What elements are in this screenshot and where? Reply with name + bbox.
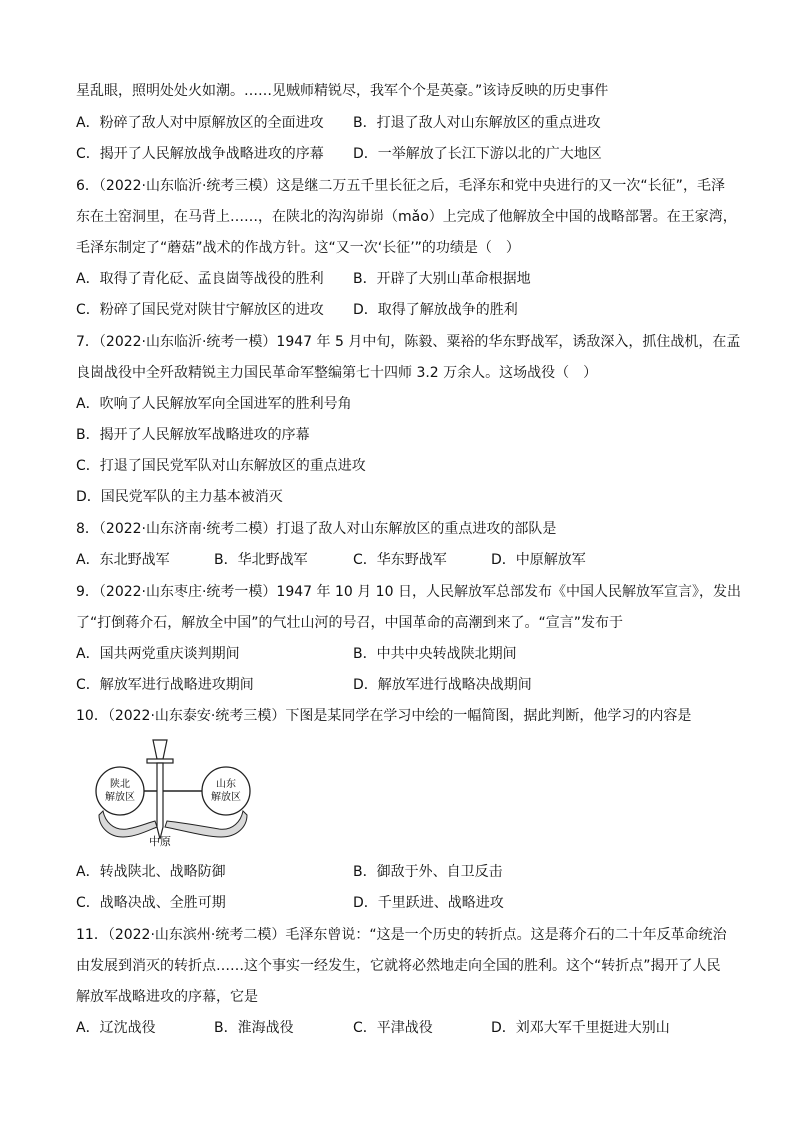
q8-option-d[interactable]: D．中原解放军 [491, 552, 586, 568]
q9-stem-line2: 了“打倒蒋介石，解放全中国”的气壮山河的号召，中国革命的高潮到来了。“宣言”发布于 [76, 615, 624, 631]
bottom-label: 中原 [149, 835, 171, 847]
q6-option-a[interactable]: A．取得了青化砭、孟良崮等战役的胜利 [76, 271, 324, 287]
q7-option-c[interactable]: C．打退了国民党军队对山东解放区的重点进攻 [76, 458, 366, 474]
q7-stem-line1: 7．（2022·山东临沂·统考一模）1947 年 5 月中旬，陈毅、粟裕的华东野战军，诱敌深入，抓住战机，在孟 [76, 334, 741, 350]
q6-stem-line3: 毛泽东制定了“蘑菇”战术的作战方针。这“又一次‘长征’”的功绩是（ ） [76, 240, 520, 256]
q10-option-d[interactable]: D．千里跃进、战略进攻 [353, 895, 504, 911]
intro-text: 星乱眼，照明处处火如潮。……见贼师精锐尽，我军个个是英豪。”该诗反映的历史事件 [76, 83, 609, 99]
q5-option-a[interactable]: A．粉碎了敌人对中原解放区的全面进攻 [76, 115, 324, 131]
sword-blade [157, 763, 163, 839]
q9-option-c[interactable]: C．解放军进行战略进攻期间 [76, 677, 254, 693]
q5-option-b[interactable]: B．打退了敌人对山东解放区的重点进攻 [353, 115, 601, 131]
left-circle-label-1: 陕北 [110, 779, 130, 790]
q7-option-b[interactable]: B．揭开了人民解放军战略进攻的序幕 [76, 427, 310, 443]
q10-option-a[interactable]: A．转战陕北、战略防御 [76, 864, 226, 880]
q11-option-c[interactable]: C．平津战役 [353, 1020, 433, 1036]
right-arm [165, 811, 247, 837]
q6-option-d[interactable]: D．取得了解放战争的胜利 [353, 302, 518, 318]
q11-option-a[interactable]: A．辽沈战役 [76, 1020, 156, 1036]
q10-sketch-figure [95, 737, 270, 847]
sword-hilt [153, 740, 167, 759]
left-circle [96, 767, 144, 815]
q8-option-a[interactable]: A．东北野战军 [76, 552, 170, 568]
q8-option-c[interactable]: C．华东野战军 [353, 552, 447, 568]
q11-stem-line1: 11．（2022·山东滨州·统考二模）毛泽东曾说：“这是一个历史的转折点。这是蒋介石的二十年反革命统治 [76, 927, 727, 943]
left-arm [99, 811, 157, 837]
q7-option-d[interactable]: D．国民党军队的主力基本被消灭 [76, 489, 283, 505]
q9-stem-line1: 9．（2022·山东枣庄·统考一模）1947 年 10 月 10 日，人民解放军总部发布《中国人民解放军宣言》，发出 [76, 584, 741, 600]
q6-stem-line2: 东在土窑洞里，在马背上……，在陕北的沟沟峁峁（mǎo）上完成了他解放全中国的战略部署。在王家湾， [76, 209, 737, 225]
q9-option-d[interactable]: D．解放军进行战略决战期间 [353, 677, 532, 693]
q8-option-b[interactable]: B．华北野战军 [214, 552, 308, 568]
q5-option-c[interactable]: C．揭开了人民解放战争战略进攻的序幕 [76, 146, 324, 162]
q10-stem-line1: 10．（2022·山东泰安·统考三模）下图是某同学在学习中绘的一幅简图，据此判断，他学习的内容是 [76, 708, 692, 724]
right-circle-label-1: 山东 [216, 779, 236, 790]
q6-option-c[interactable]: C．粉碎了国民党对陕甘宁解放区的进攻 [76, 302, 324, 318]
q9-option-a[interactable]: A．国共两党重庆谈判期间 [76, 646, 240, 662]
q9-option-b[interactable]: B．中共中央转战陕北期间 [353, 646, 517, 662]
q11-stem-line3: 解放军战略进攻的序幕，它是 [76, 989, 258, 1005]
q6-stem-line1: 6．（2022·山东临沂·统考三模）这是继二万五千里长征之后，毛泽东和党中央进行的又一次“长征”，毛泽 [76, 178, 725, 194]
q10-option-c[interactable]: C．战略决战、全胜可期 [76, 895, 226, 911]
q7-stem-line2: 良崮战役中全歼敌精锐主力国民革命军整编第七十四师 3.2 万余人。这场战役（ ） [76, 365, 598, 381]
right-circle [202, 767, 250, 815]
q10-option-b[interactable]: B．御敌于外、自卫反击 [353, 864, 503, 880]
q11-option-d[interactable]: D．刘邓大军千里挺进大别山 [491, 1020, 670, 1036]
left-circle-label-2: 解放区 [105, 792, 135, 803]
q5-option-d[interactable]: D．一举解放了长江下游以北的广大地区 [353, 146, 602, 162]
q8-stem-line1: 8．（2022·山东济南·统考二模）打退了敌人对山东解放区的重点进攻的部队是 [76, 521, 557, 537]
q6-option-b[interactable]: B．开辟了大别山革命根据地 [353, 271, 531, 287]
q11-option-b[interactable]: B．淮海战役 [214, 1020, 294, 1036]
right-circle-label-2: 解放区 [211, 792, 241, 803]
q7-option-a[interactable]: A．吹响了人民解放军向全国进军的胜利号角 [76, 396, 352, 412]
q11-stem-line2: 由发展到消灭的转折点……这个事实一经发生，它就将必然地走向全国的胜利。这个“转折点”揭开了人民 [76, 958, 721, 974]
